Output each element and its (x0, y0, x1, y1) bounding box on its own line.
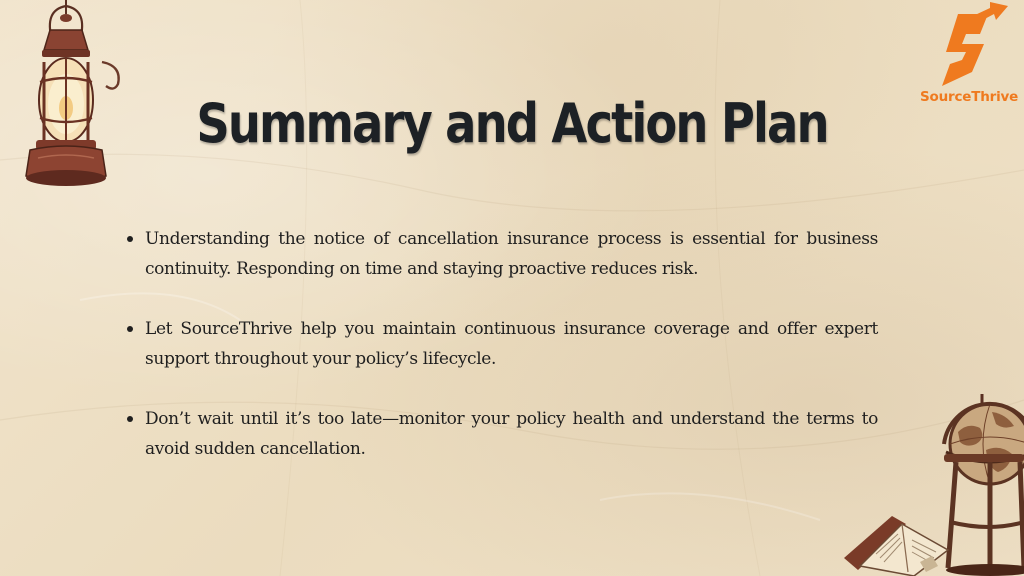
logo-text: SourceThrive (920, 89, 1019, 105)
bullet-item (126, 314, 878, 374)
bullet-text: Don’t wait until it’s too late—monitor your policy health and understand the terms to avoid sudden cancellation. (145, 409, 878, 459)
bullet-dot-icon (127, 236, 133, 242)
bullet-item (126, 224, 878, 284)
bullet-dot-icon (127, 416, 133, 422)
slide-title: Summary and Action Plan (196, 92, 828, 155)
open-book-icon (836, 510, 966, 576)
sourcethrive-logo-icon (928, 2, 1010, 88)
bullet-item (126, 404, 878, 464)
bullet-list (126, 224, 878, 494)
bullet-dot-icon (127, 326, 133, 332)
bullet-text: Understanding the notice of cancellation insurance process is essential for business continuity. Responding on time and staying proactive reduces risk. (145, 229, 878, 279)
bullet-text: Let SourceThrive help you maintain continuous insurance coverage and offer expert support throughout your policy’s lifecycle. (145, 319, 878, 369)
